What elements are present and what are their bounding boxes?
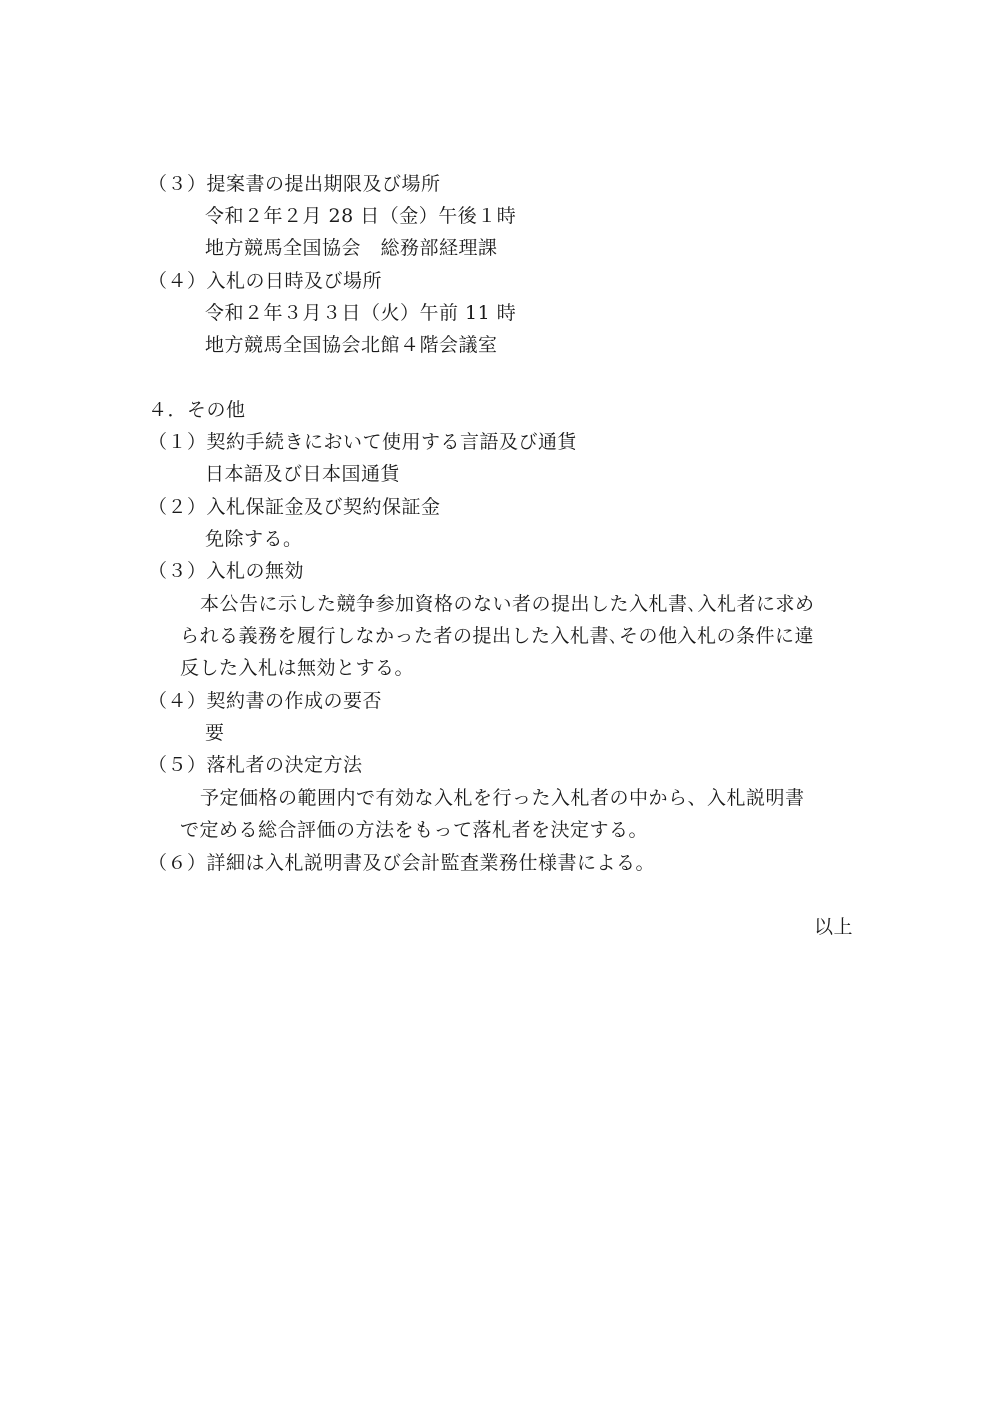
- other-item-3-line: られる義務を履行しなかった者の提出した入札書､その他入札の条件に違: [180, 625, 815, 647]
- other-item-3-line: 本公告に示した競争参加資格のない者の提出した入札書､入札者に求め: [200, 593, 815, 615]
- other-item-2-heading: （２）入札保証金及び契約保証金: [148, 496, 441, 518]
- other-item-5-heading: （５）落札者の決定方法: [148, 754, 363, 776]
- item-3-deadline: 令和２年２月 28 日（金）午後１時: [205, 205, 517, 227]
- item-4-heading: （４）入札の日時及び場所: [148, 270, 383, 292]
- item-4-place: 地方競馬全国協会北館４階会議室: [205, 334, 498, 356]
- other-item-3-line: 反した入札は無効とする。: [180, 657, 415, 679]
- item-3-heading: （３）提案書の提出期限及び場所: [148, 173, 441, 195]
- other-item-2-body: 免除する。: [205, 528, 303, 550]
- other-item-1-heading: （１）契約手続きにおいて使用する言語及び通貨: [148, 431, 578, 453]
- item-3-place: 地方競馬全国協会 総務部経理課: [205, 237, 498, 259]
- other-item-3-heading: （３）入札の無効: [148, 560, 305, 582]
- closing-text: 以上: [814, 916, 854, 938]
- other-item-4-body: 要: [205, 722, 225, 744]
- other-item-6-heading: （６）詳細は入札説明書及び会計監査業務仕様書による。: [148, 852, 656, 874]
- other-item-5-line: 予定価格の範囲内で有効な入札を行った入札者の中から、入札説明書: [200, 787, 805, 809]
- section-4-heading: ４．その他: [148, 399, 246, 421]
- other-item-1-body: 日本語及び日本国通貨: [205, 463, 401, 485]
- other-item-5-line: で定める総合評価の方法をもって落札者を決定する。: [180, 819, 649, 841]
- item-4-datetime: 令和２年３月３日（火）午前 11 時: [205, 302, 517, 324]
- other-item-4-heading: （４）契約書の作成の要否: [148, 690, 383, 712]
